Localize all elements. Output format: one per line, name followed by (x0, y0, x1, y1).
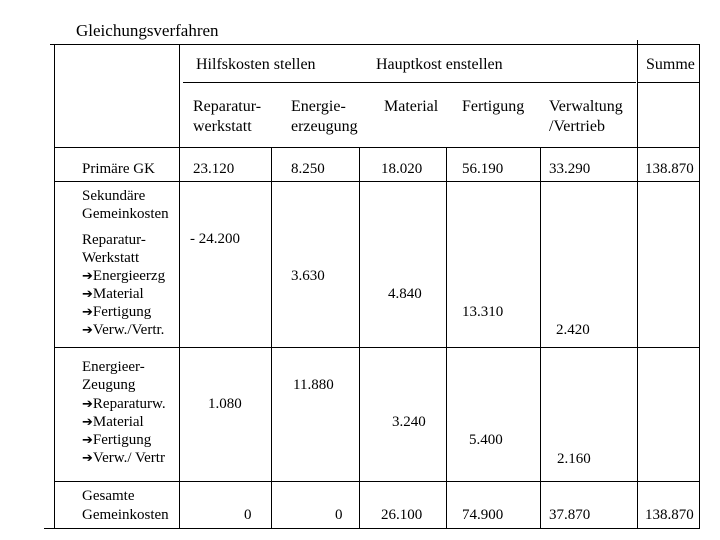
col-divider-4 (540, 147, 541, 528)
column-header-verwaltung-line2: /Vertrieb (549, 118, 605, 135)
column-header-energie-line2: erzeugung (291, 118, 358, 135)
cell-primaere-reparatur: 23.120 (193, 161, 235, 177)
list-item: ➔Verw./Vertr. (82, 322, 165, 338)
header-summe: Summe (646, 56, 695, 73)
table-right-line (699, 44, 700, 528)
summe-column-divider (637, 40, 638, 528)
list-item: ➔Energieerzg (82, 268, 166, 284)
arrow-right-icon: ➔ (82, 305, 93, 320)
reparatur-block-bottom-line (54, 347, 700, 348)
cell-energie-material: 3.240 (392, 414, 426, 430)
list-item: ➔Reparaturw. (82, 396, 166, 412)
cell-gesamt-reparatur: 0 (244, 507, 252, 523)
column-header-reparatur-line1: Reparatur- (193, 98, 262, 115)
cell-gesamt-verwaltung: 37.870 (549, 507, 591, 523)
col-divider-1 (271, 147, 272, 528)
cell-reparatur-reparatur: - 24.200 (190, 231, 240, 247)
header-bottom-line (54, 147, 700, 148)
page-title: Gleichungsverfahren (76, 21, 219, 40)
arrow-right-icon: ➔ (82, 451, 93, 466)
table-top-line (50, 44, 700, 45)
arrow-right-icon: ➔ (82, 287, 93, 302)
column-header-verwaltung-line1: Verwaltung (549, 98, 623, 115)
cell-energie-fertigung: 5.400 (469, 432, 503, 448)
arrow-right-icon: ➔ (82, 397, 93, 412)
cell-primaere-fertigung: 56.190 (462, 161, 504, 177)
cell-primaere-summe: 138.870 (645, 161, 694, 177)
cell-energie-reparatur: 1.080 (208, 396, 242, 412)
group-header-divider (183, 82, 636, 83)
list-item: ➔Fertigung (82, 432, 152, 448)
block-label-energie-line1: Energieer- (82, 359, 145, 375)
cell-energie-energie: 11.880 (293, 377, 334, 393)
block-label-reparatur-line2: Werkstatt (82, 250, 140, 266)
cell-reparatur-energie: 3.630 (291, 268, 325, 284)
cell-gesamt-summe: 138.870 (645, 507, 694, 523)
cell-energie-verwaltung: 2.160 (557, 451, 591, 467)
energie-block-bottom-line (54, 481, 700, 482)
block-label-reparatur-line1: Reparatur- (82, 232, 146, 248)
column-header-energie-line1: Energie- (291, 98, 346, 115)
list-item: ➔Material (82, 414, 144, 430)
header-hilfskostenstellen: Hilfskosten stellen (196, 56, 316, 73)
column-header-fertigung: Fertigung (462, 98, 525, 115)
cell-reparatur-material: 4.840 (388, 286, 422, 302)
row-label-primaere-gk: Primäre GK (82, 161, 155, 177)
arrow-right-icon: ➔ (82, 323, 93, 338)
cell-gesamt-fertigung: 74.900 (462, 507, 504, 523)
list-item: ➔Verw./ Vertr (82, 450, 165, 466)
col-divider-2 (359, 147, 360, 528)
arrow-right-icon: ➔ (82, 415, 93, 430)
label-column-divider (179, 44, 180, 528)
section-label-sekundaere-line2: Gemeinkosten (82, 206, 169, 222)
block-label-energie-line2: Zeugung (82, 377, 136, 393)
arrow-right-icon: ➔ (82, 433, 93, 448)
row-label-gesamt-line2: Gemeinkosten (82, 507, 169, 523)
column-header-material: Material (384, 98, 439, 115)
table-bottom-line (44, 528, 700, 529)
section-label-sekundaere-line1: Sekundäre (82, 188, 146, 204)
header-hauptkostenstellen: Hauptkost enstellen (376, 56, 503, 73)
cell-reparatur-verwaltung: 2.420 (556, 322, 590, 338)
primary-row-bottom-line (54, 181, 700, 182)
arrow-right-icon: ➔ (82, 269, 93, 284)
list-item: ➔Fertigung (82, 304, 152, 320)
column-header-reparatur-line2: werkstatt (193, 118, 252, 135)
table-left-line (54, 44, 55, 528)
col-divider-3 (446, 147, 447, 528)
cell-primaere-energie: 8.250 (291, 161, 325, 177)
row-label-gesamt-line1: Gesamte (82, 488, 135, 504)
list-item: ➔Material (82, 286, 144, 302)
cell-gesamt-energie: 0 (335, 507, 343, 523)
cell-primaere-verwaltung: 33.290 (549, 161, 591, 177)
summe-header-divider (637, 82, 699, 83)
cell-primaere-material: 18.020 (381, 161, 423, 177)
cell-reparatur-fertigung: 13.310 (462, 304, 504, 320)
cell-gesamt-material: 26.100 (381, 507, 423, 523)
